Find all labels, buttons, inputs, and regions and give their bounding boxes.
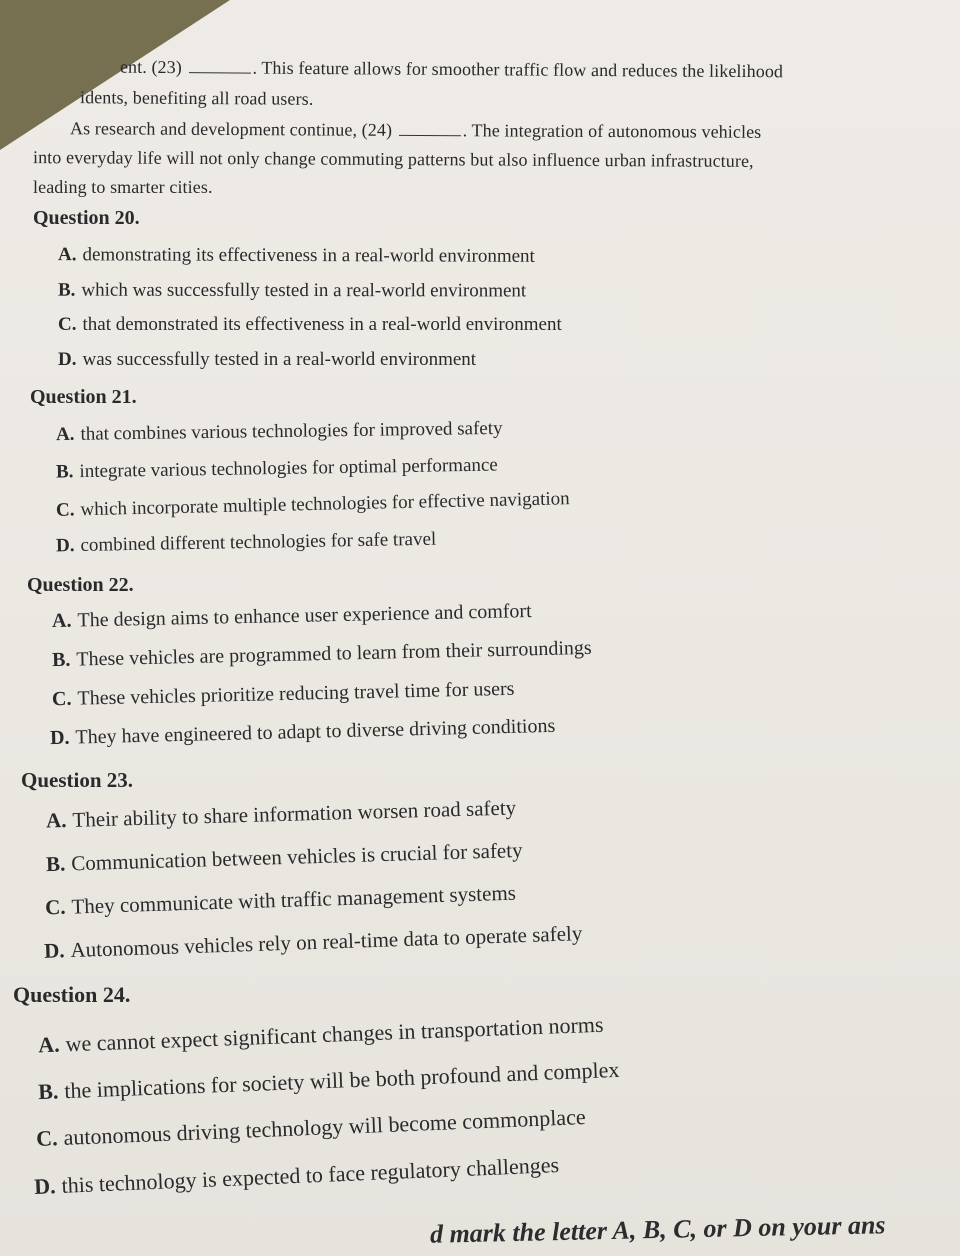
passage-line-3-start: As research and development continue, (24) — [69, 118, 393, 140]
blank-23 — [188, 58, 250, 73]
option-text: that demonstrated its effectiveness in a real-world environment — [82, 314, 562, 335]
option-text: that combines various technologies for improved safety — [80, 417, 503, 445]
question-24-option-a[interactable] — [38, 1012, 604, 1059]
option-text: integrate various technologies for optimal performance — [79, 454, 498, 483]
option-text: They have engineered to adapt to diverse driving conditions — [75, 714, 556, 749]
option-text: combined different technologies for safe travel — [80, 528, 437, 556]
question-23-option-b[interactable] — [46, 838, 523, 877]
question-22-option-d[interactable] — [50, 715, 556, 750]
blank-24 — [399, 121, 461, 136]
passage-line-5: leading to smarter cities. — [33, 177, 213, 197]
option-text: They communicate with traffic management systems — [71, 880, 517, 919]
option-text: was successfully tested in a real-world environment — [82, 349, 477, 370]
question-22-option-c[interactable] — [52, 678, 515, 711]
question-23-option-d[interactable] — [44, 921, 583, 964]
instruction-footer: d mark the letter A, B, C, or D on your ans — [429, 1210, 886, 1249]
option-letter: C. — [51, 687, 72, 711]
option-letter: D. — [43, 938, 65, 963]
option-letter: B. — [57, 279, 76, 301]
passage-line-2: idents, benefiting all road users. — [79, 87, 314, 109]
question-22-title: Question 22. — [27, 574, 134, 596]
question-20-title: Question 20. — [33, 207, 140, 229]
question-22-option-b[interactable] — [52, 637, 592, 672]
option-letter: D. — [49, 726, 70, 750]
option-letter: C. — [58, 314, 77, 335]
question-23-option-a[interactable] — [46, 795, 517, 833]
option-letter: D. — [33, 1173, 57, 1199]
option-letter: C. — [44, 894, 66, 920]
option-letter: B. — [55, 461, 74, 483]
option-letter: B. — [45, 851, 66, 877]
option-text: These vehicles prioritize reducing travel time for users — [77, 677, 515, 710]
option-letter: A. — [57, 244, 77, 266]
passage-line-1 — [120, 53, 783, 87]
option-text: Their ability to share information worsen road safety — [72, 795, 517, 832]
question-24-option-b[interactable] — [38, 1057, 620, 1105]
question-24-option-d[interactable] — [34, 1152, 560, 1200]
passage-line-3-end: . The integration of autonomous vehicles — [462, 120, 762, 142]
option-text: this technology is expected to face regulatory challenges — [61, 1152, 560, 1198]
option-text: which incorporate multiple technologies for effective navigation — [80, 488, 570, 521]
question-24-option-c[interactable] — [36, 1104, 586, 1152]
option-letter: B. — [37, 1078, 59, 1105]
option-text: Autonomous vehicles rely on real-time data to operate safely — [70, 921, 583, 963]
option-letter: D. — [55, 534, 75, 557]
question-20-option-d[interactable] — [58, 349, 476, 371]
option-text: These vehicles are programmed to learn from their surroundings — [76, 636, 592, 671]
question-23-title: Question 23. — [21, 768, 134, 792]
option-letter: D. — [58, 349, 77, 370]
option-text: which was successfully tested in a real-world environment — [81, 279, 527, 302]
option-letter: A. — [51, 609, 72, 633]
passage-line-4: into everyday life will not only change commuting patterns but also influence urban infrastructure, — [32, 147, 754, 171]
option-text: demonstrating its effectiveness in a real-world environment — [82, 244, 535, 267]
passage-line-1-end: . This feature allows for smoother traffic flow and reduces the likelihood — [252, 57, 784, 82]
passage-line-1-start: ent. (23) — [119, 56, 182, 78]
question-22-option-a[interactable] — [52, 600, 532, 633]
question-20-option-a[interactable] — [58, 244, 535, 268]
option-letter: B. — [51, 648, 71, 672]
passage-line-3 — [70, 114, 761, 147]
question-21-option-c[interactable] — [56, 488, 570, 522]
option-text: we cannot expect significant changes in transportation norms — [65, 1011, 604, 1057]
question-24-title: Question 24. — [13, 982, 131, 1007]
question-23-option-c[interactable] — [45, 881, 517, 921]
option-text: Communication between vehicles is crucial for safety — [70, 837, 523, 876]
option-text: The design aims to enhance user experience and comfort — [77, 599, 532, 632]
option-letter: A. — [45, 807, 67, 833]
option-text: the implications for society will be both profound and complex — [63, 1056, 620, 1104]
option-text: autonomous driving technology will become commonplace — [63, 1103, 587, 1150]
question-21-option-d[interactable] — [56, 529, 437, 558]
question-21-title: Question 21. — [30, 386, 137, 408]
option-letter: A. — [55, 423, 75, 446]
question-20-option-c[interactable] — [58, 314, 562, 336]
question-21-option-a[interactable] — [56, 418, 503, 446]
question-21-option-b[interactable] — [56, 455, 498, 484]
option-letter: C. — [55, 499, 75, 521]
question-20-option-b[interactable] — [58, 280, 526, 303]
option-letter: C. — [35, 1125, 59, 1152]
option-letter: A. — [37, 1031, 61, 1058]
